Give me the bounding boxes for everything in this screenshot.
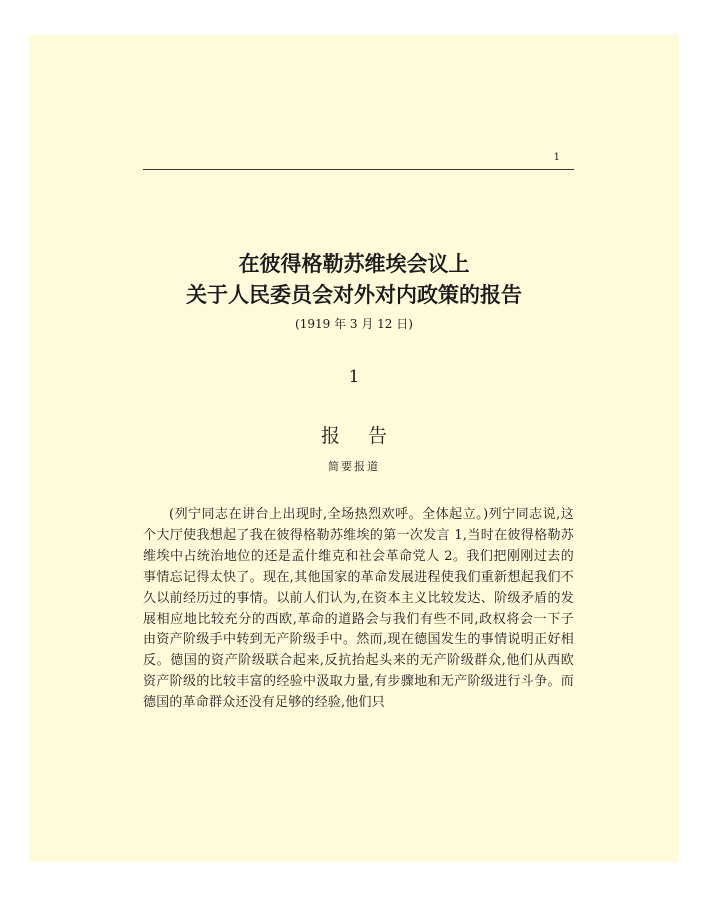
section-subtitle: 简要报道 — [328, 460, 380, 473]
body-paragraph: (列宁同志在讲台上出现时,全场热烈欢呼。全体起立。)列宁同志说,这个大厅使我想起了我在彼得格勒苏维埃的第一次发言 1,当时在彼得格勒苏维埃中占统治地位的还是孟什维克和社会革命党人 2。我们把刚刚过去的事情忘记得太快了。现在,其他国家的革命发展进程使我们重新想起我们不久以前经历过的事情。以前人们认为,在资本主义比较发达、阶级矛盾的发展相应地比较充分的西欧,革命的道路会与我们有些不同,政权将会一下子由资产阶级手中转到无产阶级手中。然而,现在德国发生的事情说明正好相反。德国的资产阶级联合起来,反抗抬起头来的无产阶级群众,他们从西欧资产阶级的比较丰富的经验中汲取力量,有步骤地和无产阶级进行斗争。而德国的革命群众还没有足够的经验,他们只 — [143, 507, 574, 711]
book-page — [29, 35, 679, 862]
page-number: 1 — [553, 152, 560, 163]
article-date: (1919 年 3 月 12 日) — [295, 317, 413, 331]
title-line-2: 关于人民委员会对外对内政策的报告 — [186, 283, 522, 307]
part-number: 1 — [348, 367, 360, 387]
article-title — [29, 249, 679, 311]
title-line-1: 在彼得格勒苏维埃会议上 — [238, 252, 470, 276]
section-title: 报告 — [320, 425, 415, 447]
running-head — [143, 153, 574, 170]
